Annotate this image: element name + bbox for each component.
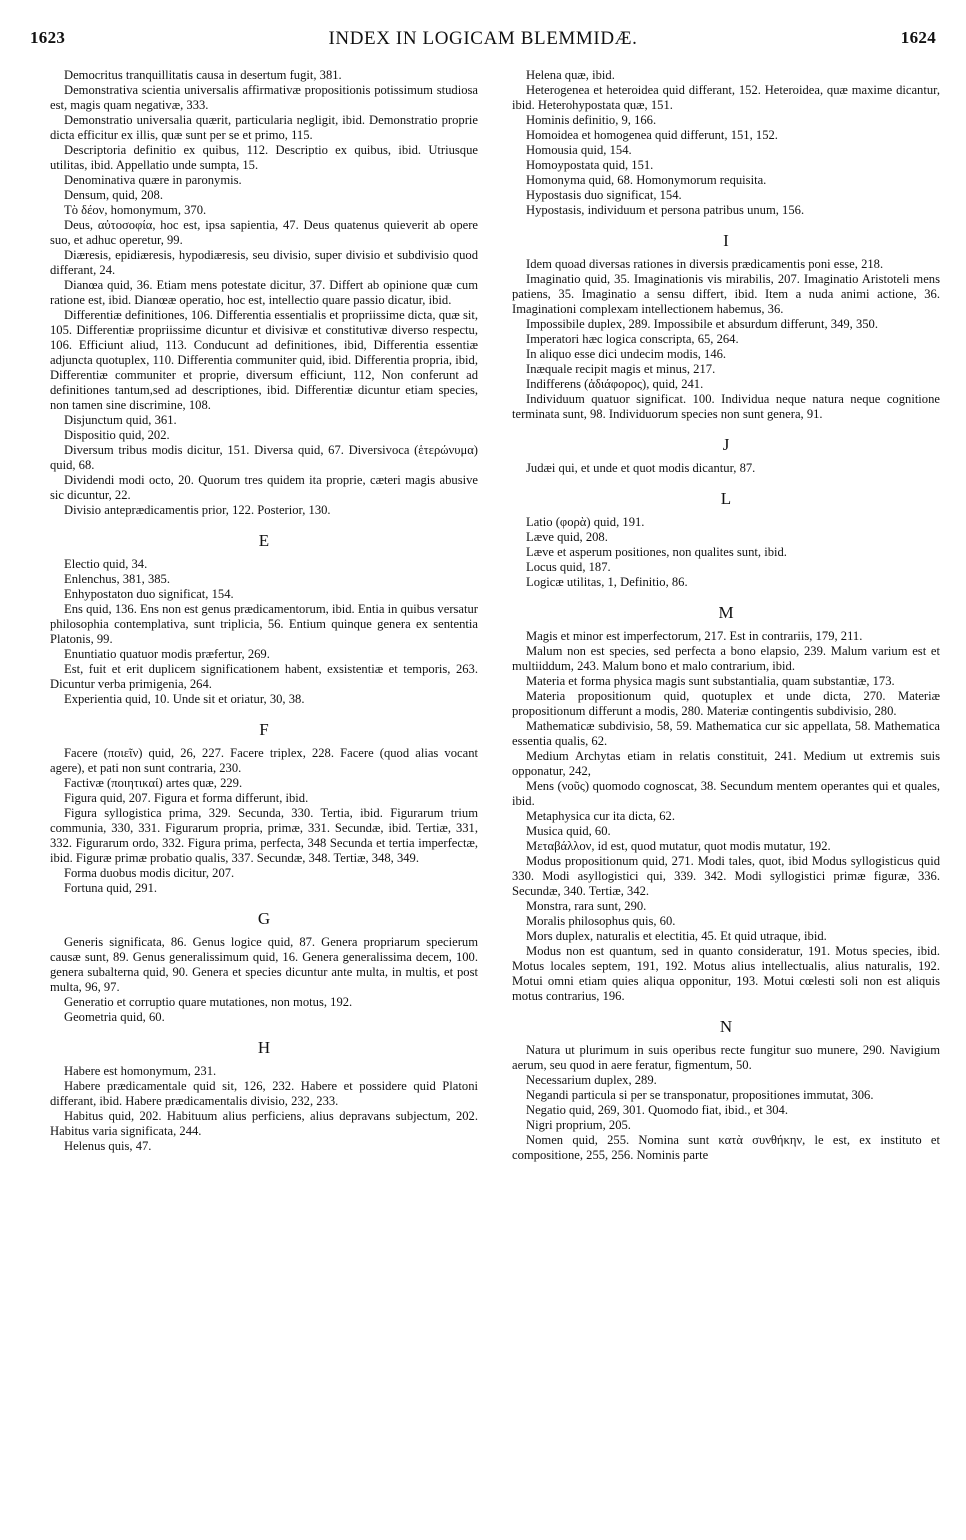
index-entry: Est, fuit et erit duplicem significationem habent, exsistentiæ et temporis, 263. Dicuntur verba primigenia, 264. <box>50 662 478 691</box>
index-entry: Negatio quid, 269, 301. Quomodo fiat, ibid., et 304. <box>526 1103 788 1117</box>
index-entry: Experientia quid, 10. Unde sit et oriatur, 30, 38. <box>64 692 305 706</box>
index-entry: Geometria quid, 60. <box>64 1010 165 1024</box>
section-letter: J <box>722 435 730 454</box>
index-entry: Ens quid, 136. Ens non est genus prædicamentorum, ibid. Entia in quibus versatur philosophia contemplativa, sunt triplicia, 56. Entium quinque genera ex sententia Platonis, 99. <box>50 602 478 646</box>
index-entry: Modus propositionum quid, 271. Modi tales, quot, ibid Modus syllogisticus quid 330. Modi asyllogistici qui, 339. 342. Modi syllogistici primæ figuræ, 336. Secundæ, 340. Tertiæ, 342. <box>512 854 940 898</box>
index-entry: Negandi particula si per se transponatur, propositiones immutat, 306. <box>526 1088 874 1102</box>
index-entry: Denominativa quære in paronymis. <box>64 173 242 187</box>
index-entry: Nomen quid, 255. Nomina sunt κατὰ συνθήκην, le est, ex instituto et compositione, 255, 256. Nominis parte <box>512 1133 940 1162</box>
index-entry: Materia et forma physica magis sunt substantialia, quam substantiæ, 173. <box>526 674 895 688</box>
index-entry: Impossibile duplex, 289. Impossibile et absurdum differunt, 349, 350. <box>526 317 879 331</box>
index-entry: Differentiæ definitiones, 106. Differentia essentialis et propriissime dicta, quæ sit, 105. Differentiæ propriissime dicuntur et divisivæ et constitutivæ diverso respectu, 106. Efficiunt aliud, 113. Conducunt ad definitiones, ibid, Differentia essentiæ adjuncta quotuplex, 110. Differentia communiter quid, ibid. Differentia propria, ibid, Differentiæ communiter et proprie, diversum efficiunt, 112, Non conferunt ad definitiones tantum,sed ad descriptiones, ibid. Differentiæ dicuntur etiam species, non tamen sine discrimine, 108. <box>50 308 478 412</box>
index-entry: Metaphysica cur ita dicta, 62. <box>526 809 675 823</box>
index-entry: Facere (ποιεῖν) quid, 26, 227. Facere triplex, 228. Facere (quod alias vocant agere), et pati non sunt contraria, 230. <box>50 746 478 775</box>
index-entry: Necessarium duplex, 289. <box>526 1073 657 1087</box>
index-entry: Musica quid, 60. <box>526 824 611 838</box>
index-entry: Dianœa quid, 36. Etiam mens potestate dicitur, 37. Differt ab opinione quæ cum ratione est, ibid. Dianœæ operatio, hoc est, intellectio quare passio dicatur, ibid. <box>50 278 478 307</box>
index-entry: Diversum tribus modis dicitur, 151. Diversa quid, 67. Diversivoca (ἑτερώνυμα) quid, 68. <box>50 443 478 472</box>
right-column <box>512 68 940 1163</box>
index-entry: Helena quæ, ibid. <box>526 68 615 82</box>
index-entry: Disjunctum quid, 361. <box>64 413 177 427</box>
index-entry: Demonstratio universalia quærit, particularia negligit, ibid. Demonstratio proprie dicta efficitur ex illis, quæ sunt per se et primo, 115. <box>50 113 478 142</box>
index-entry: Logicæ utilitas, 1, Definitio, 86. <box>526 575 688 589</box>
index-entry: Magis et minor est imperfectorum, 217. Est in contrariis, 179, 211. <box>526 629 863 643</box>
index-entry: Τὸ δέον, homonymum, 370. <box>64 203 207 217</box>
index-entry: Moralis philosophus quis, 60. <box>526 914 676 928</box>
section-letter: M <box>718 603 734 622</box>
index-entry: Densum, quid, 208. <box>64 188 163 202</box>
index-entry: Nigri proprium, 205. <box>526 1118 631 1132</box>
running-title: INDEX IN LOGICAM BLEMMIDÆ. <box>328 28 638 49</box>
index-entry: Læve quid, 208. <box>526 530 608 544</box>
index-entry: Modus non est quantum, sed in quanto consideratur, 191. Motus species, ibid. Motus locales septem, 191, 192. Motus alius intellectualis, alius naturalis, 192. Motui omni etiam quies aliqua opponitur, 193. Motui cœlesti soli non est aliquis motus contrarius, 196. <box>512 944 940 1003</box>
page-header <box>30 28 936 58</box>
index-entry: Imaginatio quid, 35. Imaginationis vis mirabilis, 207. Imaginatio Aristoteli mens patiens, 35. Imaginatio a sensu differt, ibid. Item a nuda animi actione, 36. Imaginationi complexam intellectionem habemus, 36. <box>512 272 940 316</box>
section-letter: N <box>719 1017 733 1036</box>
index-entry: Hominis definitio, 9, 166. <box>526 113 657 127</box>
index-entry: Descriptoria definitio ex quibus, 112. Descriptio ex quibus, ibid. Utriusque utilitas, ibid. Appellatio unde sumpta, 15. <box>50 143 478 172</box>
index-entry: Demonstrativa scientia universalis affirmativæ propositionis potissimum studiosa est, magis quam negativæ, 333. <box>50 83 478 112</box>
index-entry: Homonyma quid, 68. Homonymorum requisita. <box>526 173 767 187</box>
index-entry: Mors duplex, naturalis et electitia, 45. Et quid utraque, ibid. <box>526 929 827 943</box>
index-entry: Helenus quis, 47. <box>64 1139 152 1153</box>
index-entry: Homoidea et homogenea quid differunt, 151, 152. <box>526 128 778 142</box>
section-letter: H <box>257 1038 271 1057</box>
index-entry: Natura ut plurimum in suis operibus recte fungitur suo munere, 290. Navigium aerum, seu quod in aere feratur, figmentum, 50. <box>512 1043 940 1072</box>
index-entry: Idem quoad diversas rationes in diversis prædicamentis poni esse, 218. <box>526 257 884 271</box>
index-entry: Monstra, rara sunt, 290. <box>526 899 647 913</box>
index-entry: Læve et asperum positiones, non qualites sunt, ibid. <box>526 545 787 559</box>
index-entry: Divisio anteprædicamentis prior, 122. Posterior, 130. <box>64 503 331 517</box>
index-entry: Democritus tranquillitatis causa in desertum fugit, 381. <box>64 68 342 82</box>
index-entry: Individuum quatuor significat. 100. Individua neque natura neque cognitione terminata sunt, 98. Individuorum species non sunt genera, 91. <box>512 392 940 421</box>
index-entry: Μεταβάλλον, id est, quod mutatur, quot modis mutatur, 192. <box>526 839 831 853</box>
index-entry: Enlenchus, 381, 385. <box>64 572 170 586</box>
left-page-number: 1623 <box>30 28 66 47</box>
index-entry: Mens (νοῦς) quomodo cognoscat, 38. Secundum mentem operantes qui et quales, ibid. <box>512 779 940 808</box>
index-entry: Indifferens (ἀδιάφορος), quid, 241. <box>526 377 704 391</box>
index-entry: Habere est homonymum, 231. <box>64 1064 217 1078</box>
index-entry: Figura syllogistica prima, 329. Secunda, 330. Tertia, ibid. Figurarum trium communia, 330, 331. Figurarum propria, primæ, 331. Secundæ, ibid. Tertiæ, 331, 332. Figurarum ordo, 332. Figura prima, perfecta, 348 Secunda et tertia imperfectæ, ibid. Figuræ primæ probatio qualis, 337. Secundæ, 348. Tertiæ, 348, 349. <box>50 806 478 865</box>
index-entry: Imperatori hæc logica conscripta, 65, 264. <box>526 332 739 346</box>
index-entry: Latio (φορὰ) quid, 191. <box>526 515 645 529</box>
index-entry: Mathematicæ subdivisio, 58, 59. Mathematica cur sic appellata, 58. Mathematica essentia qualis, 62. <box>512 719 940 748</box>
right-page-number: 1624 <box>900 28 936 47</box>
index-entry: Hypostasis, individuum et persona patribus unum, 156. <box>526 203 805 217</box>
left-column <box>50 68 478 1154</box>
index-entry: Judæi qui, et unde et quot modis dicantur, 87. <box>526 461 756 475</box>
index-entry: Generatio et corruptio quare mutationes, non motus, 192. <box>64 995 353 1009</box>
index-entry: Habere prædicamentale quid sit, 126, 232. Habere et possidere quid Platoni differant, ibid. Habere prædicamentalis divisio, 232, 233. <box>50 1079 478 1108</box>
index-entry: Diæresis, epidiæresis, hypodiæresis, seu divisio, super divisio et subdivisio quod differant, 24. <box>50 248 478 277</box>
index-entry: Dispositio quid, 202. <box>64 428 170 442</box>
section-letter: L <box>720 489 732 508</box>
index-entry: Homousia quid, 154. <box>526 143 632 157</box>
section-letter: E <box>258 531 270 550</box>
index-entry: Heterogenea et heteroidea quid differant, 152. Heteroidea, quæ maxime dicantur, ibid. Heterohypostata quæ, 151. <box>512 83 940 112</box>
index-entry: Locus quid, 187. <box>526 560 611 574</box>
section-letter: G <box>257 909 271 928</box>
index-entry: Forma duobus modis dicitur, 207. <box>64 866 235 880</box>
section-letter: F <box>259 720 269 739</box>
index-entry: Factivæ (ποιητικαί) artes quæ, 229. <box>64 776 243 790</box>
index-entry: Deus, αὐτοσοφία, hoc est, ipsa sapientia, 47. Deus quatenus quieverit ab opere suo, et adhuc operetur, 99. <box>50 218 478 247</box>
index-entry: Hypostasis duo significat, 154. <box>526 188 682 202</box>
index-entry: Dividendi modi octo, 20. Quorum tres quidem ita proprie, cæteri magis abusive sic dicuntur, 22. <box>50 473 478 502</box>
index-entry: Fortuna quid, 291. <box>64 881 158 895</box>
index-entry: Enuntiatio quatuor modis præfertur, 269. <box>64 647 270 661</box>
index-entry: Electio quid, 34. <box>64 557 148 571</box>
index-entry: Generis significata, 86. Genus logice quid, 87. Genera propriarum specierum causæ sunt, 89. Genus generalissimum quid, 16. Genera generalissima decem, 100. genera subalterna quid, 90. Genera et species dicuntur ante multa, in multis, et post multa, 96, 97. <box>50 935 478 994</box>
index-entry: Homoypostata quid, 151. <box>526 158 654 172</box>
section-letter: I <box>723 231 729 250</box>
index-entry: Figura quid, 207. Figura et forma differunt, ibid. <box>64 791 309 805</box>
index-entry: Medium Archytas etiam in relatis constituit, 241. Medium ut extremis suis opponatur, 242, <box>512 749 940 778</box>
index-entry: Inæquale recipit magis et minus, 217. <box>526 362 716 376</box>
index-entry: Enhypostaton duo significat, 154. <box>64 587 234 601</box>
index-entry: In aliquo esse dici undecim modis, 146. <box>526 347 727 361</box>
index-entry: Malum non est species, sed perfecta a bono elapsio, 239. Malum varium est et multiiddum, 243. Malum bono et malo contrarium, ibid. <box>512 644 940 673</box>
index-entry: Habitus quid, 202. Habituum alius perficiens, alius depravans subjectum, 202. Habitus varia significata, 244. <box>50 1109 478 1138</box>
index-entry: Materia propositionum quid, quotuplex et unde dicta, 270. Materiæ propositionum differunt a modis, 280. Materiæ contingentis subdivisio, 280. <box>512 689 940 718</box>
